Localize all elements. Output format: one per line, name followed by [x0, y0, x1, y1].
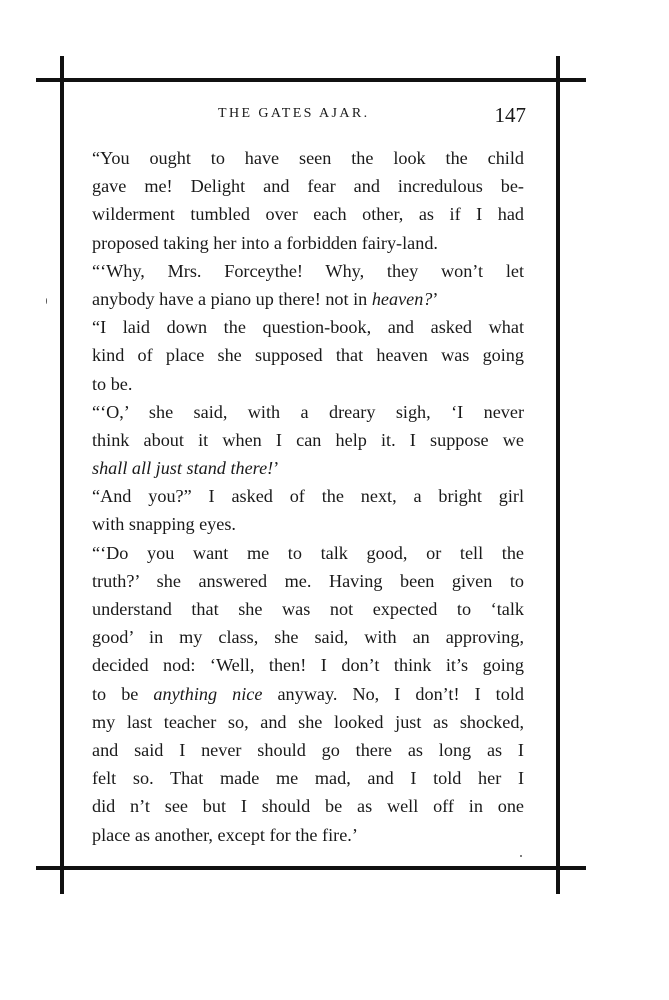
text-line: decided nod: ‘Well, then! I don’t think it’s going: [92, 655, 524, 676]
page-number: 147: [494, 103, 526, 127]
text-line: to be.: [92, 373, 133, 394]
text-line: felt so. That made me mad, and I told her I: [92, 768, 524, 789]
text-line: “I laid down the question-book, and asked what: [92, 317, 524, 338]
text-line: [92, 680, 524, 708]
text-line: “You ought to have seen the look the child: [92, 148, 524, 168]
text-line: gave me! Delight and fear and incredulous be-: [92, 176, 524, 197]
text-line: did n’t see but I should be as well off in one: [92, 796, 524, 817]
text-run: ’: [432, 288, 439, 309]
text-line: good’ in my class, she said, with an approving,: [92, 627, 524, 648]
text-line: and said I never should go there as long as I: [92, 739, 524, 760]
text-line: my last teacher so, and she looked just as shocked,: [92, 711, 524, 732]
text-line: proposed taking her into a forbidden fairy-land.: [92, 232, 438, 253]
text-run: anybody have a piano up there! not in: [92, 288, 372, 309]
right-border-rule: [556, 56, 560, 894]
text-line: place as another, except for the fire.’: [92, 824, 358, 845]
text-line: [92, 454, 524, 482]
text-line: “And you?” I asked of the next, a bright girl: [92, 486, 524, 507]
text-line: “‘Do you want me to talk good, or tell the: [92, 542, 524, 563]
paper-speck: [46, 298, 47, 304]
left-border-rule: [60, 56, 64, 894]
paper-speck: [520, 855, 522, 857]
text-run: anyway. No, I don’t! I told: [262, 683, 524, 704]
top-border-rule: [36, 78, 586, 82]
running-head: [80, 104, 526, 130]
text-line: wilderment tumbled over each other, as if I had: [92, 204, 524, 225]
text-line: [92, 285, 524, 313]
italic-text: shall all just stand there!: [92, 458, 274, 479]
running-title: THE GATES AJAR.: [218, 106, 370, 121]
bottom-border-rule: [36, 866, 586, 870]
text-run: ’: [273, 458, 280, 479]
text-line: kind of place she supposed that heaven was going: [92, 345, 524, 366]
text-run: to be: [92, 683, 154, 704]
italic-text: anything nice: [153, 683, 263, 704]
text-line: understand that she was not expected to ‘talk: [92, 599, 524, 619]
text-line: think about it when I can help it. I suppose we: [92, 429, 524, 450]
text-line: truth?’ she answered me. Having been given to: [92, 570, 524, 591]
text-line: “‘O,’ she said, with a dreary sigh, ‘I never: [92, 401, 524, 422]
body-text: [92, 144, 524, 849]
text-line: with snapping eyes.: [92, 514, 236, 535]
text-line: “‘Why, Mrs. Forceythe! Why, they won’t let: [92, 260, 524, 281]
italic-text: heaven?: [371, 288, 433, 309]
